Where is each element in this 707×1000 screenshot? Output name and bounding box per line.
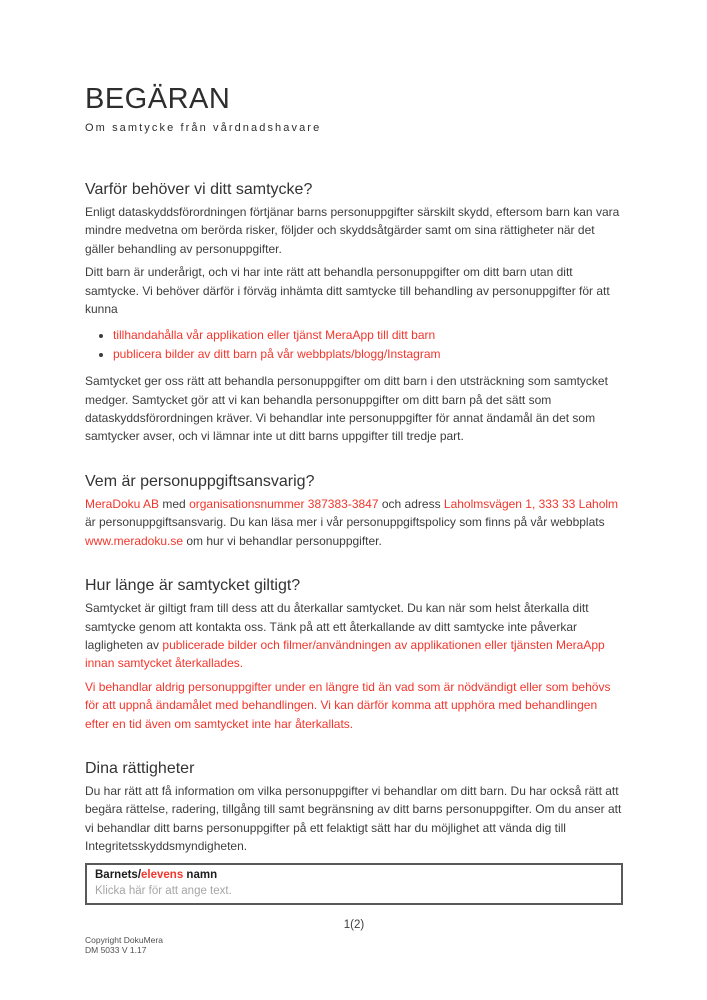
page-number: 1(2)	[343, 918, 365, 931]
label-run: namn	[183, 868, 218, 881]
text-run: om hur vi behandlar personuppgifter.	[183, 533, 382, 548]
paragraph-rights: Du har rätt att få information om vilka personuppgifter vi behandlar om ditt barn. Du har också rätt att begära rättelse, radering, tillgång till samt begränsning av ditt barns personuppgifter. Om du anser att vi behandlar ditt barns personuppgifter på ett felaktigt sätt har du möjlighet att vända dig till Integritetsskyddsmyndigheten.	[85, 783, 622, 854]
paragraph-why-1: Enligt dataskyddsförordningen förtjänar barns personuppgifter särskilt skydd, eftersom barn kan vara mindre medvetna om berörda risker, följder och skyddsåtgärder samt om sina rättigheter när det gäller behandling av personuppgifter.	[85, 205, 620, 256]
label-run: Barnets/	[95, 868, 142, 881]
website-url: www.meradoku.se	[85, 533, 184, 548]
paragraph-validity-1	[85, 599, 623, 673]
heading-validity: Hur länge är samtycket giltigt?	[85, 577, 301, 595]
list-item	[113, 345, 623, 363]
paragraph-why-3: Samtycket ger oss rätt att behandla personuppgifter om ditt barn i den utsträckning som samtycket medger. Samtycket gör att vi kan behandla personuppgifter om ditt barn på det sätt som dataskyddsförordningen kräver. Vi behandlar inte personuppgifter för annat ändamål än det som samtycker avser, och vi lämnar inte ut ditt barns uppgifter till tredje part.	[85, 374, 608, 444]
heading-rights: Dina rättigheter	[85, 759, 195, 777]
paragraph-why-2: Ditt barn är underårigt, och vi har inte rätt att behandla personuppgifter om ditt barn utan ditt samtycke. Vi behöver därför i förväg inhämta ditt samtycke till behandling av personuppgifter för att kunna	[85, 265, 610, 317]
bullet-text: publicera bilder av ditt barn på vår webbplats/blogg/Instagram	[113, 346, 441, 361]
label-run-red: elevens	[141, 868, 184, 881]
field-label	[95, 867, 613, 883]
list-item	[113, 326, 623, 344]
document-footer	[85, 935, 623, 956]
consent-purpose-list	[85, 326, 623, 363]
heading-why-consent: Varför behöver vi ditt samtycke?	[85, 181, 313, 198]
text-run-red: publicerade bilder och filmer/användningen av applikationen eller tjänsten MeraApp innan samtycket återkallades.	[85, 637, 605, 671]
text-run: och adress	[378, 496, 444, 511]
paragraph-validity-2: Vi behandlar aldrig personuppgifter under en längre tid än vad som är nödvändigt eller som behövs för att uppnå ändamålet med behandlingen. Vi kan därför komma att upphöra med behandlingen efter en tid även om samtycket inte har återkallats.	[85, 679, 611, 731]
doc-subtitle: Om samtycke från vårdnadshavare	[85, 122, 322, 134]
bullet-text: tillhandahålla vår applikation eller tjänst MeraApp till ditt barn	[113, 328, 436, 343]
org-number: organisationsnummer 387383-3847	[189, 496, 379, 511]
version-line: DM 5033 V 1.17	[85, 945, 147, 956]
document-content	[85, 0, 623, 956]
text-run: Samtycket är giltigt fram till dess att du återkallar samtycket. Du kan när som helst återkalla ditt samtycke genom att kontakta oss. Tänk på att ett återkallande av ditt samtycke inte påverkar lagligheten av	[85, 601, 589, 652]
paragraph-controller	[85, 495, 623, 550]
copyright-line: Copyright DokuMera	[85, 934, 163, 945]
company-address: Laholmsvägen 1, 333 33 Laholm	[443, 496, 619, 511]
text-run: med	[159, 496, 190, 511]
text-run: är personuppgiftsansvarig. Du kan läsa mer i vår personuppgiftspolicy som finns på vår webbplats	[85, 515, 605, 530]
company-name: MeraDoku AB	[85, 496, 160, 511]
child-name-input[interactable]: Klicka här för att ange text.	[95, 884, 232, 897]
doc-title: BEGÄRAN	[85, 83, 231, 115]
heading-data-controller: Vem är personuppgiftsansvarig?	[85, 472, 315, 490]
child-name-field[interactable]	[85, 863, 623, 905]
